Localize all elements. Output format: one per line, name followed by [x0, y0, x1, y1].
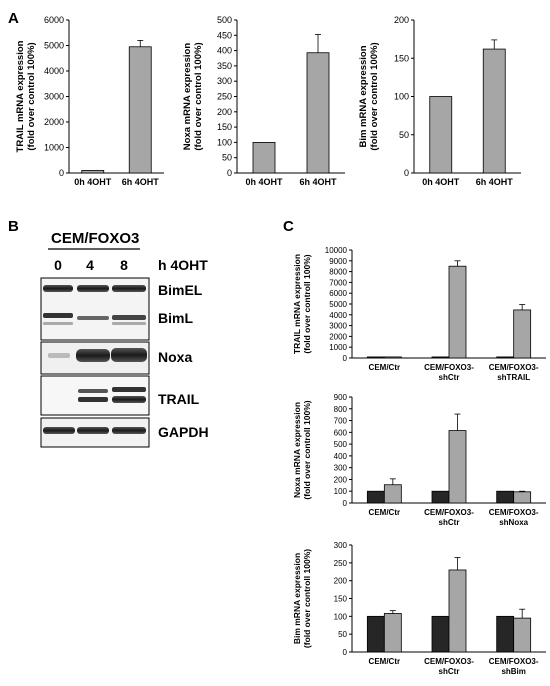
y-tick-label: 6000	[43, 15, 64, 25]
x-tick-label: 6h 4OHT	[475, 177, 513, 187]
y-tick-label: 6000	[329, 289, 347, 299]
y-tick-label: 5000	[329, 300, 347, 309]
band-biml-lower-8	[112, 322, 146, 325]
x-tick-label: CEM/FOXO3-	[488, 657, 539, 666]
y-axis-title: Noxa mRNA expression	[292, 401, 302, 499]
lane-label-4: 4	[86, 257, 94, 273]
blot-unit-label: h 4OHT	[158, 257, 208, 273]
band-trail-8-lower	[112, 396, 146, 403]
y-axis-title: (fold over controll 100%)	[302, 400, 312, 500]
y-tick-label: 5000	[43, 40, 64, 51]
y-tick-label: 250	[216, 91, 232, 102]
y-tick-label: 200	[333, 475, 347, 485]
x-tick-label: CEM/Ctr	[368, 657, 401, 666]
y-tick-label: 0	[342, 648, 347, 657]
protein-label-gapdh: GAPDH	[158, 424, 209, 440]
protein-label-trail: TRAIL	[158, 391, 200, 407]
x-tick-label: 0h 4OHT	[245, 177, 283, 187]
y-tick-label: 50	[338, 630, 347, 640]
y-tick-label: 8000	[329, 267, 347, 277]
y-axis-title: TRAIL mRNA expression	[292, 253, 302, 355]
y-tick-label: 4000	[329, 310, 347, 320]
band-noxa-4	[76, 349, 110, 362]
x-tick-label: CEM/Ctr	[368, 363, 401, 372]
y-tick-label: 3000	[43, 91, 64, 102]
y-tick-label: 4000	[43, 66, 64, 76]
y-tick-label: 300	[333, 463, 347, 473]
x-tick-label: shCtr	[438, 667, 460, 676]
y-axis-title: (fold over control 100%)	[193, 42, 204, 151]
blot-title: CEM/FOXO3	[51, 230, 140, 247]
band-biml-8	[112, 315, 146, 320]
band-noxa-0	[48, 353, 70, 358]
band-trail-8-upper	[112, 387, 146, 392]
y-tick-label: 900	[333, 393, 347, 402]
y-tick-label: 350	[216, 60, 232, 71]
y-tick-label: 9000	[329, 256, 347, 266]
y-tick-label: 50	[221, 152, 232, 163]
y-tick-label: 150	[333, 594, 347, 604]
band-gapdh-8	[112, 427, 146, 434]
y-tick-label: 700	[333, 416, 347, 426]
x-tick-label: 0h 4OHT	[74, 177, 112, 187]
protein-label-biml: BimL	[158, 310, 193, 326]
x-tick-label: shNoxa	[499, 518, 529, 527]
y-tick-label: 200	[216, 106, 232, 117]
lane-label-0: 0	[54, 257, 62, 273]
y-tick-label: 100	[216, 137, 232, 148]
lane-label-8: 8	[120, 257, 128, 273]
y-axis-title: TRAIL mRNA expression	[15, 40, 26, 153]
y-tick-label: 2000	[329, 332, 347, 342]
y-tick-label: 600	[333, 428, 347, 438]
x-tick-label: CEM/FOXO3-	[488, 508, 539, 517]
y-tick-label: 100	[333, 612, 347, 622]
y-tick-label: 0	[403, 168, 409, 178]
x-tick-label: shBim	[501, 667, 526, 676]
y-tick-label: 300	[333, 541, 347, 550]
y-tick-label: 800	[333, 404, 347, 414]
x-tick-label: CEM/FOXO3-	[424, 508, 474, 517]
band-biml-lower-0	[43, 322, 73, 325]
y-axis-title: (fold over control 100%)	[26, 42, 37, 151]
y-tick-label: 1000	[329, 343, 347, 353]
y-tick-label: 100	[393, 91, 409, 102]
y-tick-label: 150	[216, 122, 232, 133]
y-tick-label: 450	[216, 30, 232, 41]
x-tick-label: CEM/FOXO3-	[488, 363, 539, 372]
y-tick-label: 2000	[43, 117, 64, 127]
y-tick-label: 400	[333, 451, 347, 461]
band-bimel-8	[112, 285, 146, 292]
y-tick-label: 0	[342, 499, 347, 508]
y-tick-label: 250	[333, 558, 347, 568]
x-tick-label: CEM/Ctr	[368, 508, 401, 517]
y-tick-label: 0	[342, 354, 347, 363]
y-tick-label: 10000	[324, 246, 347, 255]
y-axis-title: (fold over controll 100%)	[302, 548, 312, 649]
y-tick-label: 400	[216, 45, 232, 56]
y-tick-label: 500	[333, 440, 347, 450]
y-tick-label: 3000	[329, 321, 347, 331]
protein-label-bimel: BimEL	[158, 282, 203, 298]
band-biml-4	[77, 316, 109, 320]
band-noxa-8	[111, 348, 147, 362]
y-tick-label: 150	[393, 53, 409, 64]
blot-box-trail	[41, 376, 149, 415]
y-tick-label: 50	[398, 129, 409, 140]
y-tick-label: 200	[333, 576, 347, 586]
y-axis-title: Noxa mRNA expression	[182, 42, 193, 151]
panel-label-b: B	[8, 218, 19, 235]
x-tick-label: shCtr	[438, 373, 460, 382]
y-tick-label: 0	[226, 168, 232, 178]
y-tick-label: 300	[216, 76, 232, 87]
panel-label-c: C	[283, 218, 294, 235]
band-bimel-0	[43, 285, 73, 292]
x-tick-label: CEM/FOXO3-	[424, 657, 474, 666]
y-tick-label: 0	[58, 168, 64, 178]
x-tick-label: 0h 4OHT	[422, 177, 460, 187]
y-axis-title: Bim mRNA expression	[292, 552, 302, 645]
protein-label-noxa: Noxa	[158, 349, 193, 365]
y-tick-label: 100	[333, 487, 347, 497]
y-tick-label: 200	[393, 15, 409, 25]
y-axis-title: (fold over controll 100%)	[302, 254, 312, 354]
y-tick-label: 7000	[329, 278, 347, 288]
band-gapdh-0	[43, 427, 75, 434]
x-tick-label: CEM/FOXO3-	[424, 363, 474, 372]
band-trail-4-lower	[78, 397, 108, 402]
x-tick-label: 6h 4OHT	[121, 177, 159, 187]
x-tick-label: shCtr	[438, 518, 460, 527]
y-axis-title: Bim mRNA expression	[358, 45, 369, 148]
x-tick-label: shTRAIL	[497, 373, 531, 382]
band-gapdh-4	[77, 427, 109, 434]
y-tick-label: 500	[216, 15, 232, 25]
x-tick-label: 6h 4OHT	[299, 177, 337, 187]
band-bimel-4	[77, 285, 109, 292]
band-biml-0	[43, 313, 73, 318]
band-trail-4-upper	[78, 389, 108, 393]
panel-label-a: A	[8, 10, 19, 27]
y-axis-title: (fold over control 100%)	[369, 42, 380, 151]
y-tick-label: 1000	[43, 142, 64, 153]
